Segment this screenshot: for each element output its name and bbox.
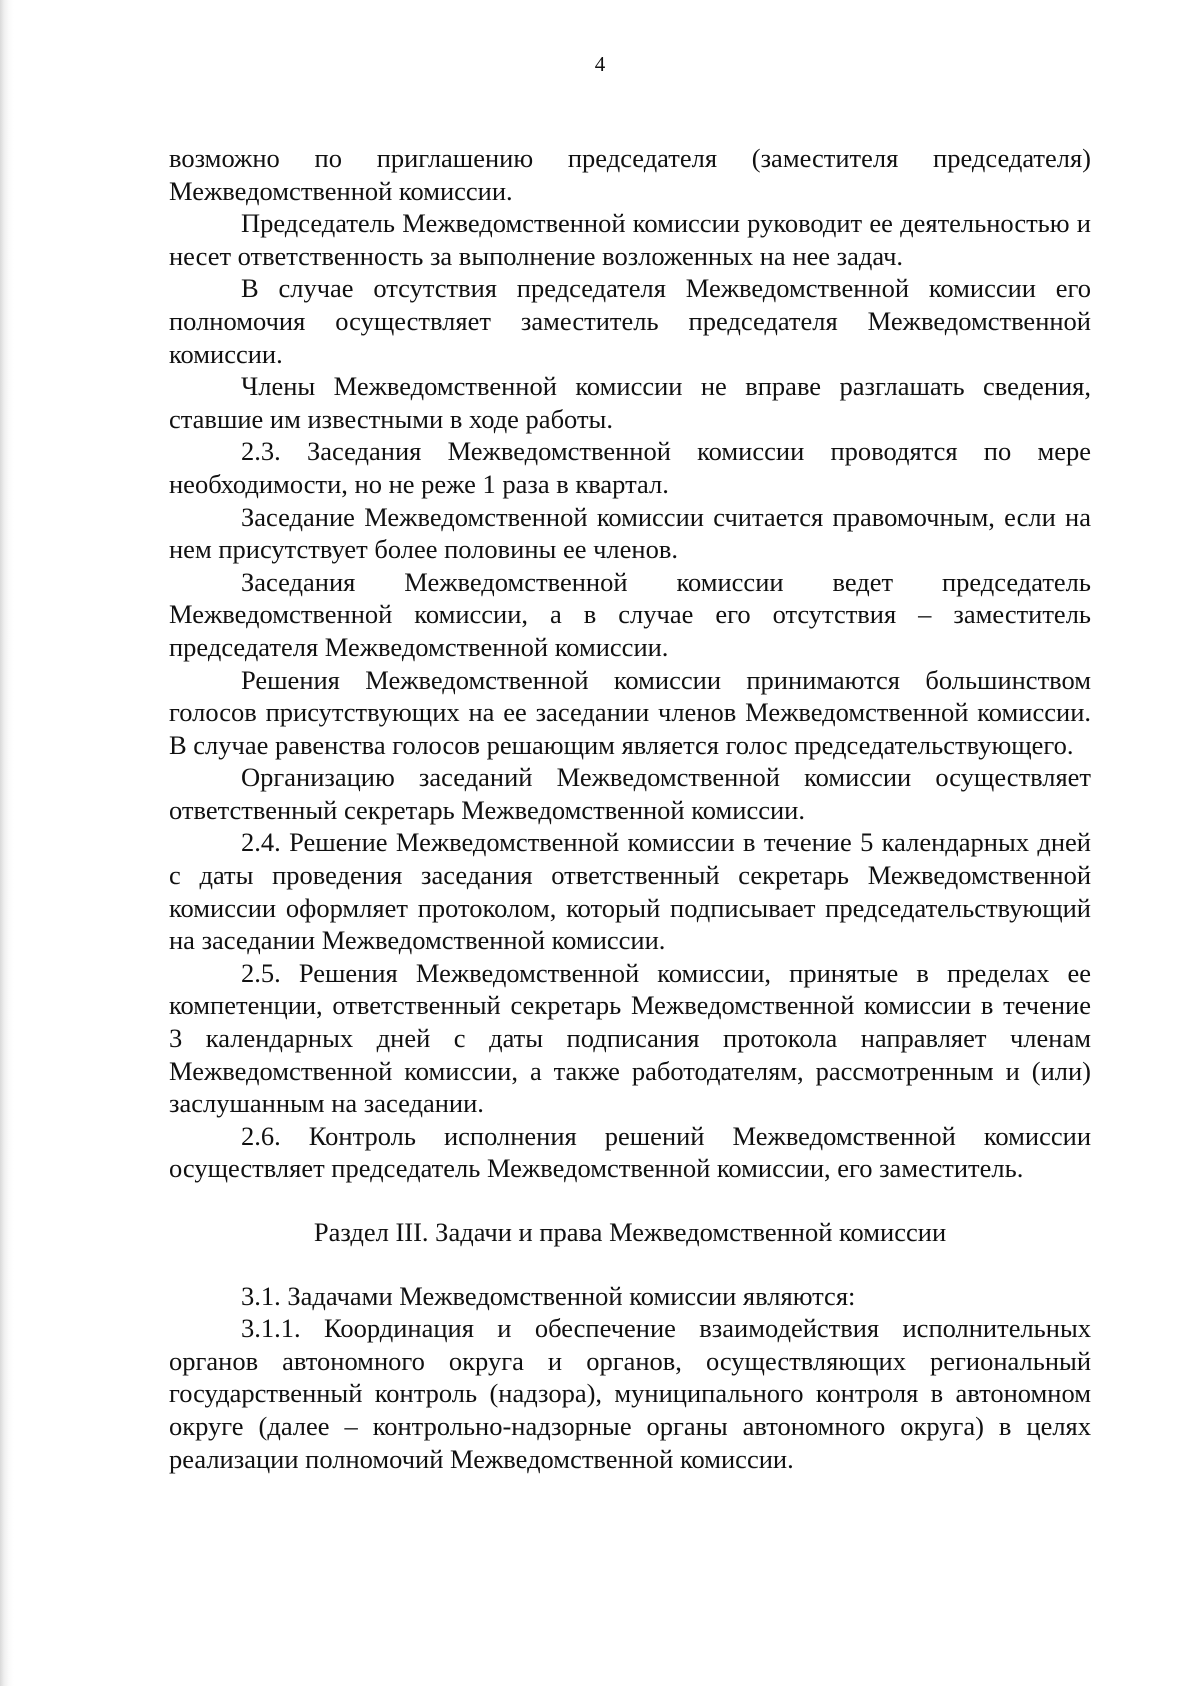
section-heading: Раздел III. Задачи и права Межведомственной комиссии	[313, 1217, 947, 1247]
paragraph: 2.5. Решения Межведомственной комиссии, принятые в пределах ее компетенции, ответственный секретарь Межведомственной комиссии в течение 3 календарных дней с даты подписания протокола направляет членам Межведомственной комиссии, а также работодателям, рассмотренным и (или) заслушанным на заседании.	[169, 957, 1091, 1119]
paragraph: Председатель Межведомственной комиссии руководит ее деятельностью и несет ответственность за выполнение возложенных на нее задач.	[169, 208, 1091, 271]
paragraph: Организацию заседаний Межведомственной комиссии осуществляет ответственный секретарь Межведомственной комиссии.	[169, 762, 1091, 825]
scan-edge	[0, 0, 14, 1686]
paragraph: возможно по приглашению председателя (заместителя председателя) Межведомственной комиссии.	[169, 143, 1091, 206]
paragraph: 3.1. Задачами Межведомственной комиссии являются:	[241, 1280, 856, 1311]
paragraph: 2.4. Решение Межведомственной комиссии в течение 5 календарных дней с даты проведения заседания ответственный секретарь Межведомственной комиссии оформляет протоколом, который подписывает председательствующий на заседании Межведомственной комиссии.	[169, 827, 1091, 956]
paragraph: 2.3. Заседания Межведомственной комиссии проводятся по мере необходимости, но не реже 1 раза в квартал.	[169, 436, 1091, 499]
paragraph: 3.1.1. Координация и обеспечение взаимодействия исполнительных органов автономного округа и органов, осуществляющих региональный государственный контроль (надзора), муниципального контроля в автономном округе (далее – контрольно-надзорные органы автономного округа) в целях реализации полномочий Межведомственной комиссии.	[169, 1313, 1091, 1474]
document-body	[169, 142, 1091, 1475]
page-number: 4	[594, 52, 606, 76]
paragraph: Заседания Межведомственной комиссии ведет председатель Межведомственной комиссии, а в случае его отсутствия – заместитель председателя Межведомственной комиссии.	[169, 566, 1091, 662]
paragraph: Решения Межведомственной комиссии принимаются большинством голосов присутствующих на ее заседании членов Межведомственной комиссии. В случае равенства голосов решающим является голос председательствующего.	[169, 664, 1091, 760]
paragraph: Заседание Межведомственной комиссии считается правомочным, если на нем присутствует более половины ее членов.	[169, 501, 1091, 565]
paragraph: Члены Межведомственной комиссии не вправе разглашать сведения, ставшие им известными в ходе работы.	[169, 371, 1091, 434]
paragraph: В случае отсутствия председателя Межведомственной комиссии его полномочия осуществляет заместитель председателя Межведомственной комиссии.	[169, 273, 1091, 369]
paragraph: 2.6. Контроль исполнения решений Межведомственной комиссии осуществляет председатель Межведомственной комиссии, его заместитель.	[169, 1120, 1091, 1184]
